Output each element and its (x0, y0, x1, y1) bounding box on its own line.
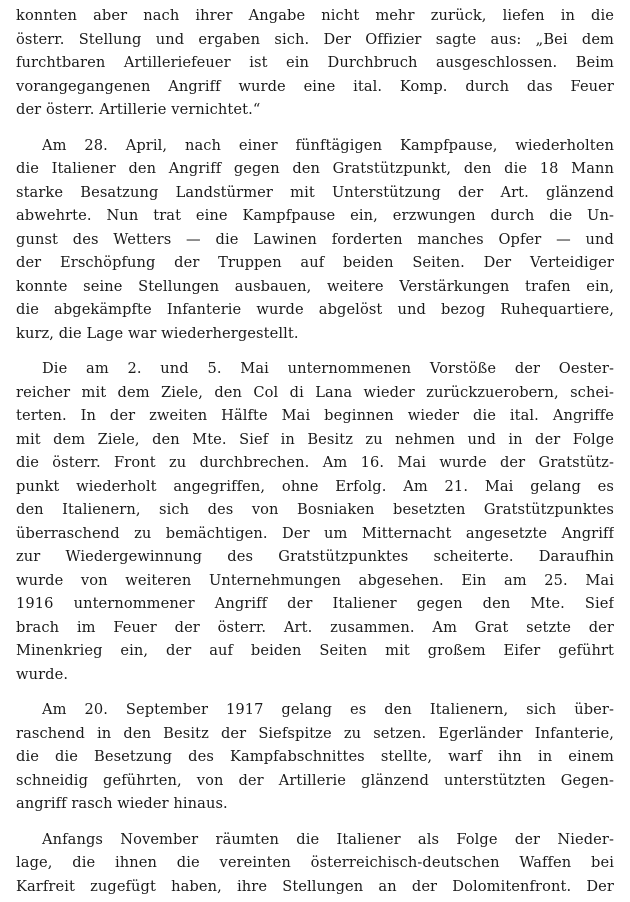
paragraph-4 (16, 698, 614, 816)
text-line: mit dem Ziele, den Mte. Sief in Besitz zu nehmen und in der Folge (16, 430, 614, 448)
paragraph-2 (16, 134, 614, 346)
paragraph-5 (16, 828, 614, 899)
text-line: Karfreit zugefügt haben, ihre Stellungen an der Dolomitenfront. Der (16, 877, 614, 895)
text-line: abwehrte. Nun trat eine Kampfpause ein, erzwungen durch die Un- (16, 207, 614, 224)
text-line: den Italienern, sich des von Bosniaken besetzten Gratstützpunktes (16, 501, 614, 518)
text-line: vorangegangenen Angriff wurde eine ital. Komp. durch das Feuer (16, 77, 614, 95)
text-line: Am 28. April, nach einer fünftägigen Kampfpause, wiederholten (42, 136, 614, 154)
text-line: Minenkrieg ein, der auf beiden Seiten mit großem Eifer geführt (16, 642, 614, 659)
document-page (16, 4, 614, 898)
text-line: gunst des Wetters — die Lawinen forderten manches Opfer — und (16, 230, 614, 248)
paragraph-1 (16, 4, 614, 122)
text-line: österr. Stellung und ergaben sich. Der Offizier sagte aus: „Bei dem (16, 30, 614, 48)
text-line: Am 20. September 1917 gelang es den Italienern, sich über- (42, 701, 614, 718)
paragraph-3 (16, 357, 614, 686)
text-line: Die am 2. und 5. Mai unternommenen Vorstöße der Oester- (42, 360, 614, 377)
text-line: die abgekämpfte Infanterie wurde abgelöst und bezog Ruhequartiere, (16, 301, 614, 318)
text-line: die Italiener den Angriff gegen den Gratstützpunkt, den die 18 Mann (16, 160, 614, 177)
text-line: die österr. Front zu durchbrechen. Am 16. Mai wurde der Gratstütz- (16, 454, 614, 471)
text-line: der Erschöpfung der Truppen auf beiden Seiten. Der Verteidiger (16, 254, 614, 271)
text-line: kurz, die Lage war wiederhergestellt. (16, 324, 299, 342)
text-line: terten. In der zweiten Hälfte Mai beginnen wieder die ital. Angriffe (16, 407, 614, 424)
text-line: furchtbaren Artilleriefeuer ist ein Durchbruch ausgeschlossen. Beim (16, 54, 614, 71)
text-line: wurde. (16, 665, 69, 683)
text-line: punkt wiederholt angegriffen, ohne Erfolg. Am 21. Mai gelang es (16, 477, 614, 495)
text-line: lage, die ihnen die vereinten österreichisch-deutschen Waffen bei (16, 854, 614, 871)
text-line: raschend in den Besitz der Siefspitze zu setzen. Egerländer Infanterie, (16, 724, 614, 742)
text-line: reicher mit dem Ziele, den Col di Lana wieder zurückzuerobern, schei- (16, 383, 614, 401)
text-line: zur Wiedergewinnung des Gratstützpunktes scheiterte. Daraufhin (16, 548, 614, 565)
text-line: Anfangs November räumten die Italiener als Folge der Nieder- (42, 830, 614, 848)
text-line: schneidig geführten, von der Artillerie glänzend unterstützten Gegen- (16, 771, 614, 789)
text-line: der österr. Artillerie vernichtet.“ (16, 101, 261, 118)
text-line: wurde von weiteren Unternehmungen abgesehen. Ein am 25. Mai (16, 571, 614, 589)
text-line: starke Besatzung Landstürmer mit Unterstützung der Art. glänzend (16, 183, 614, 201)
text-line: konnten aber nach ihrer Angabe nicht mehr zurück, liefen in die (16, 7, 614, 24)
text-line: angriff rasch wieder hinaus. (16, 795, 228, 812)
text-line: die die Besetzung des Kampfabschnittes stellte, warf ihn in einem (16, 748, 614, 765)
text-line: 1916 unternommener Angriff der Italiener gegen den Mte. Sief (16, 595, 614, 612)
text-line: konnte seine Stellungen ausbauen, weitere Verstärkungen trafen ein, (16, 277, 614, 295)
text-line: überraschend zu bemächtigen. Der um Mitternacht angesetzte Angriff (16, 524, 614, 542)
text-line: brach im Feuer der österr. Art. zusammen. Am Grat setzte der (16, 618, 614, 636)
